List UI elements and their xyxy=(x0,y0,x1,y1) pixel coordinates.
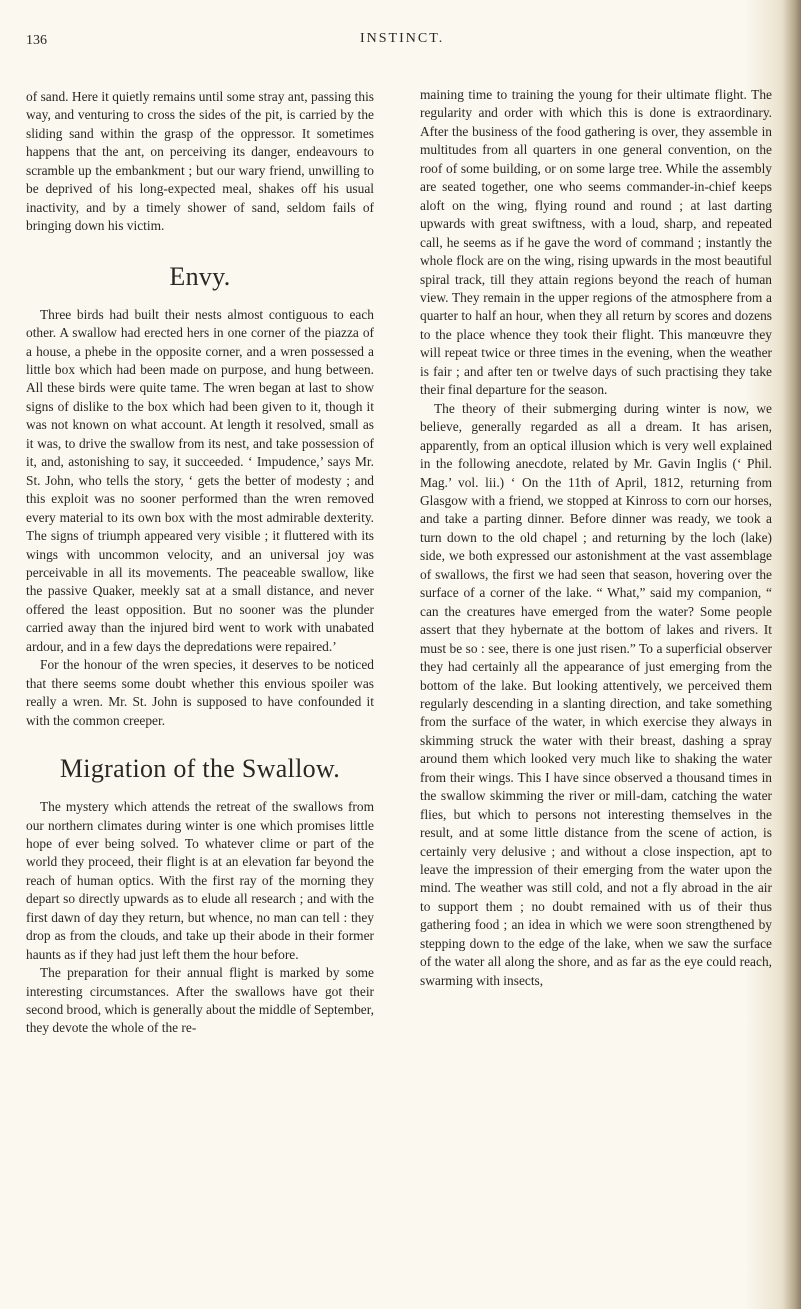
section-title-envy: Envy. xyxy=(169,261,231,291)
spine-shadow xyxy=(783,0,801,1309)
submerging-theory-paragraph: The theory of their submerging during winter is now, we believe, generally regarded as all a dream. It has arisen, apparently, from an optical illusion which is very well explained in the following anecdote, related by Mr. Gavin Inglis (‘ Phil. Mag.’ vol. lii.) ‘ On the 11th of April, 1812, returning from Glasgow with a friend, we stopped at Kinross to corn our horses, and take a parting dinner. Before dinner was ready, we took a turn down to the old chapel ; and returning by the loch (lake) side, we both expressed our astonishment at the vast assemblage of swallows, the first we had seen that season, hovering over the surface of a corner of the lake. “ What,” said my companion, “ can the creatures have emerged from the water? Some people assert that they hybernate at the bottom of lakes and rivers. It must be so : see, there is one just risen.” To a superficial observer they had certainly all the appearance of just emerging from the bottom of the lake. But looking attentively, we perceived them regularly descending in a slanting direction, and take something from the surface of the water, in which exercise they always in skimming struck the water with their breast, dashing a spray around them which looked very much like to shaking the water from their wings. This I have since observed a thousand times in the swallow skimming the river or mill-dam, catching the water flies, but which to persons not interesting themselves in the result, and at some little distance from the scene of action, is certainly very delusive ; and without a close inspection, apt to leave the impression of their emerging from the water upon the mind. The weather was still cold, and not a fly abroad in the air to support them ; no doubt remained with us of their thus gathering food ; an idea in which we were soon strengthened by stepping down to the edge of the lake, when we saw the surface of the water all along the shore, and as far as the eye could reach, swarming with insects, xyxy=(420,400,772,988)
left-column xyxy=(26,88,374,1038)
running-head: INSTINCT. xyxy=(360,31,445,46)
envy-paragraph: For the honour of the wren species, it deserves to be noticed that there seems some doubt whether this envious spoiler was really a wren. Mr. St. John is supposed to have confounded it with the common creeper. xyxy=(26,657,374,728)
migration-paragraph: The preparation for their annual flight is marked by some interesting circumstances. After the swallows have got their second brood, which is generally about the middle of September, they devote the whole of the re- xyxy=(26,965,374,1036)
right-column xyxy=(420,86,772,990)
section-title-migration: Migration of the Swallow. xyxy=(59,754,341,784)
migration-paragraph: The mystery which attends the retreat of the swallows from our northern climates during winter is one which promises little hope of ever being solved. To whatever clime or part of the world they proceed, their flight is at an elevation far beyond the reach of human optics. With the first ray of the morning they depart so directly upwards as to elude all research ; and with the first dawn of day they return, but whence, no man can tell : they drop as from the clouds, and take up their abode in their former haunts as if they had just left them the hour before. xyxy=(26,799,374,962)
intro-paragraph: of sand. Here it quietly remains until some stray ant, passing this way, and venturing to cross the sides of the pit, is carried by the sliding sand within the grasp of the oppressor. It sometimes happens that the ant, on perceiving its danger, endeavours to scramble up the embankment ; but our wary friend, unwilling to be deprived of his long-expected meal, shakes off his usual inactivity, and by a timely shower of sand, seldom fails of bringing down his victim. xyxy=(26,89,374,234)
envy-paragraph: Three birds had built their nests almost contiguous to each other. A swallow had erected hers in one corner of the piazza of a house, a phebe in the opposite corner, and a wren possessed a little box which had been made on purpose, and hung between. All these birds were quite tame. The wren began at last to show signs of dislike to the box which had been given to it, though it was not known on what account. At length it resolved, small as it was, to drive the swallow from its nest, and take possession of it, and, astonishing to say, it succeeded. ‘ Impudence,’ says Mr. St. John, who tells the story, ‘ gets the better of modesty ; and this exploit was no sooner performed than the wren removed every material to its own box with the most admirable dexterity. The signs of triumph appeared very visible ; it fluttered with its wings with uncommon velocity, and an universal joy was perceivable in all its movements. The peaceable swallow, like the passive Quaker, meekly sat at a small distance, and never offered the least opposition. But no sooner was the plunder carried away than the injured bird went to work with unabated ardour, and in a few days the depredations were repaired.’ xyxy=(26,306,374,654)
page-number: 136 xyxy=(26,33,47,48)
training-paragraph: maining time to training the young for their ultimate flight. The regularity and order with which this is done is extraordinary. After the business of the food gathering is over, they assemble in multitudes from all quarters in one general convention, on the roof of some building, or on some large tree. While the assembly are seated together, one who seems commander-in-chief keeps aloft on the wing, flying round and round ; at last darting upwards with great swiftness, with a loud, sharp, and repeated call, he seems as if he gave the word of command ; instantly the whole flock are on the wing, rising upwards in the most beautiful spiral track, till they attain regions beyond the reach of human view. They remain in the upper regions of the atmosphere from a quarter to half an hour, when they all return by scores and dozens to the place whence they took their flight. This manœuvre they will repeat twice or three times in the evening, when the weather is fair ; and after ten or twelve days of such practising they take their final departure for the season. xyxy=(420,87,772,398)
